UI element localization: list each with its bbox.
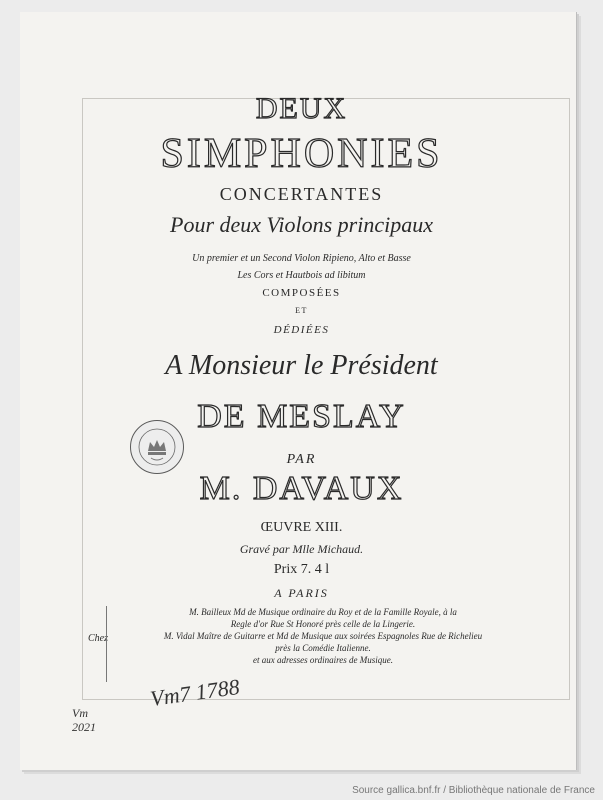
title-deux: DEUX <box>255 92 348 125</box>
engraver-line: Gravé par Mlle Michaud. <box>239 542 364 556</box>
et-label: ET <box>295 306 308 315</box>
publisher-addresses <box>106 606 533 682</box>
library-stamp <box>130 420 184 474</box>
composees-label: COMPOSÉES <box>262 287 341 299</box>
opus-number: ŒUVRE XIII. <box>260 520 343 535</box>
crown-seal-icon <box>131 421 183 473</box>
chez-label: Chez <box>88 633 108 644</box>
dediees-label: DÉDIÉES <box>273 324 330 336</box>
publisher-city: A PARIS <box>274 586 329 600</box>
shelfmark-line2: 2021 <box>72 720 96 734</box>
shelfmark-line1: Vm <box>72 706 88 720</box>
shelfmark <box>72 706 96 734</box>
par-label: PAR <box>286 452 317 467</box>
dedicatee-name: DE MESLAY <box>197 398 406 435</box>
title-concertantes: CONCERTANTES <box>219 184 384 204</box>
address-line: près la Comédie Italienne. <box>275 643 371 653</box>
title-simphonies: SIMPHONIES <box>160 131 443 177</box>
price-line: Prix 7. 4 l <box>273 562 330 577</box>
address-line: M. Bailleux Md de Musique ordinaire du Roy et de la Famille Royale, à la <box>189 607 457 617</box>
composer-name: M. DAVAUX <box>199 470 404 507</box>
address-line: et aux adresses ordinaires de Musique. <box>253 655 393 665</box>
call-number: Vm7 1788 <box>148 673 242 712</box>
address-line: M. Vidal Maître de Guitarre et Md de Musique aux soirées Espagnoles Rue de Richelieu <box>163 631 483 641</box>
address-line: Regle d'or Rue St Honoré près celle de la Lingerie. <box>230 619 416 629</box>
source-credit: Source gallica.bnf.fr / Bibliothèque nationale de France <box>352 785 595 796</box>
title-pour-deux-violons: Pour deux Violons principaux <box>170 212 433 237</box>
dedicatee-line: A Monsieur le Président <box>165 350 438 381</box>
instrumentation-line2: Les Cors et Hautbois ad libitum <box>237 270 366 281</box>
instrumentation-line1: Un premier et un Second Violon Ripieno, Alto et Basse <box>192 253 411 264</box>
